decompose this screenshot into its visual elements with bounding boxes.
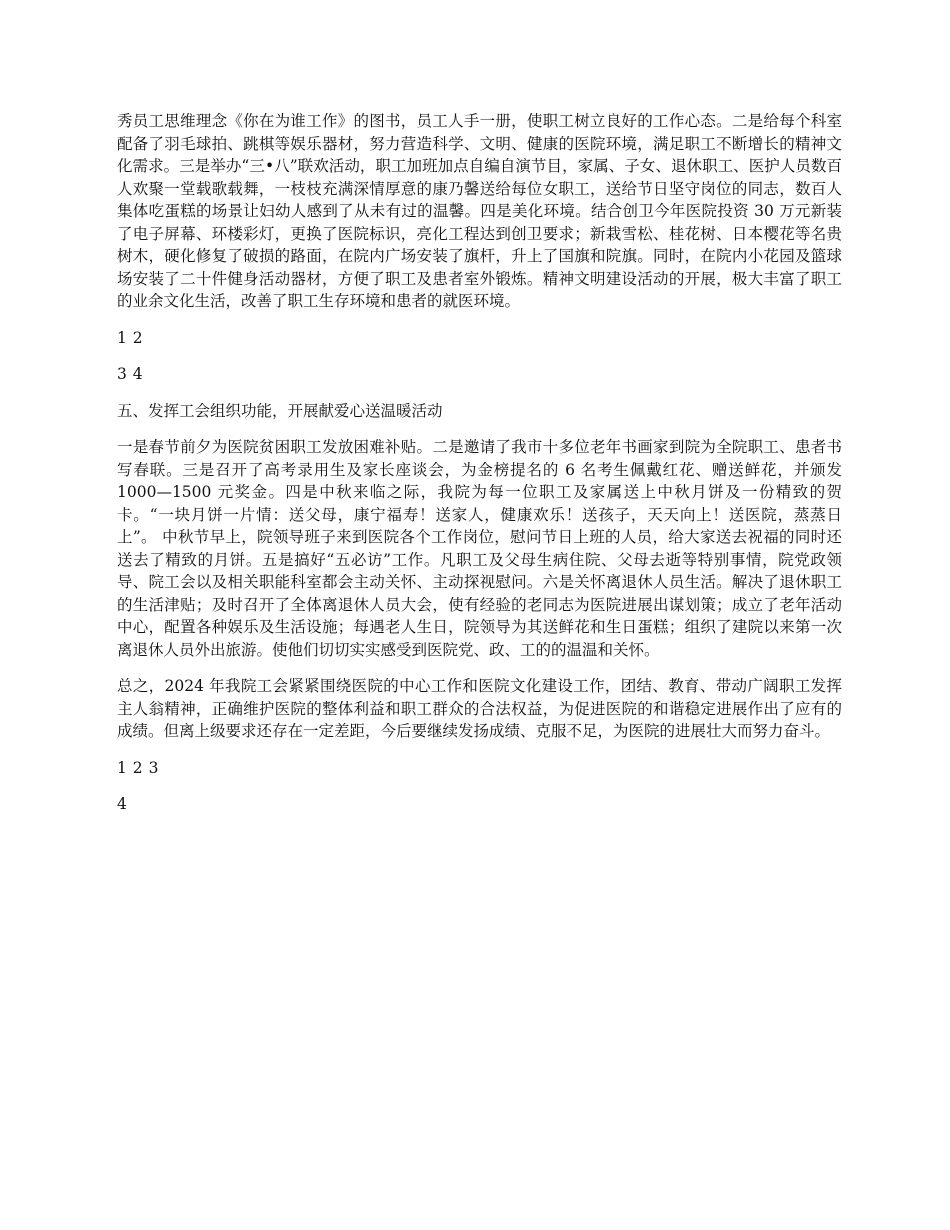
page-number-line-3: 1 2 3: [117, 758, 159, 777]
page-number-line-4: 4: [117, 795, 128, 813]
page-number-line-2: 3 4: [117, 365, 144, 383]
document-page: [117, 110, 842, 830]
section-heading-5: 五、发挥工会组织功能，开展献爱心送温暖活动: [117, 401, 443, 420]
paragraph-activities: 秀员工思维理念《你在为谁工作》的图书，员工人手一册，使职工树立良好的工作心态。二是给每个科室配备了羽毛球拍、跳棋等娱乐器材，努力营造科学、文明、健康的医院环境，满足职工不断增长的精神文化需求。三是举办“三•八”联欢活动，职工加班加点自编自演节目，家属、子女、退休职工、医护人员数百人欢聚一堂载歌载舞，一枝枝充满深情厚意的康乃馨送给每位女职工，送给节日坚守岗位的同志，数百人集体吃蛋糕的场景让妇幼人感到了从未有过的温馨。四是美化环境。结合创卫今年医院投资 30 万元新装了电子屏幕、环楼彩灯，更换了医院标识，亮化工程达到创卫要求；新栽雪松、桂花树、日本樱花等名贵树木，硬化修复了破损的路面，在院内广场安装了旗杆，升上了国旗和院旗。同时，在院内小花园及篮球场安装了二十件健身活动器材，方便了职工及患者室外锻炼。精神文明建设活动的开展，极大丰富了职工的业余文化生活，改善了职工生存环境和患者的就医环境。: [117, 112, 842, 310]
paragraph-care-activities: 一是春节前夕为医院贫困职工发放困难补贴。二是邀请了我市十多位老年书画家到院为全院职工、患者书写春联。三是召开了高考录用生及家长座谈会，为金榜提名的 6 名考生佩戴红花、赠送鲜花，并颁发 1000—1500 元奖金。四是中秋来临之际，我院为每一位职工及家属送上中秋月饼及一份精致的贺卡。“一块月饼一片情：送父母，康宁福寿！送家人，健康欢乐！送孩子，天天向上！送医院，蒸蒸日上”。 中秋节早上，院领导班子来到医院各个工作岗位，慰问节日上班的人员，给大家送去祝福的同时还送去了精致的月饼。五是搞好“五必访”工作。凡职工及父母生病住院、父母去逝等特别事情，院党政领导、院工会以及相关职能科室都会主动关怀、主动探视慰问。六是关怀离退休人员生活。解决了退休职工的生活津贴；及时召开了全体离退休人员大会，使有经验的老同志为医院进展出谋划策；成立了老年活动中心，配置各种娱乐及生活设施；每遇老人生日，院领导为其送鲜花和生日蛋糕；组织了建院以来第一次离退休人员外出旅游。使他们切切实实感受到医院党、政、工的的温温和关怀。: [117, 438, 842, 659]
paragraph-summary: 总之，2024 年我院工会紧紧围绕医院的中心工作和医院文化建设工作，团结、教育、带动广阔职工发挥主人翁精神，正确维护医院的整体利益和职工群众的合法权益，为促进医院的和谐稳定进展作出了应有的成绩。但离上级要求还存在一定差距，今后要继续发扬成绩、克服不足，为医院的进展壮大而努力奋斗。: [117, 677, 842, 740]
page-number-line-1: 1 2: [117, 328, 144, 347]
